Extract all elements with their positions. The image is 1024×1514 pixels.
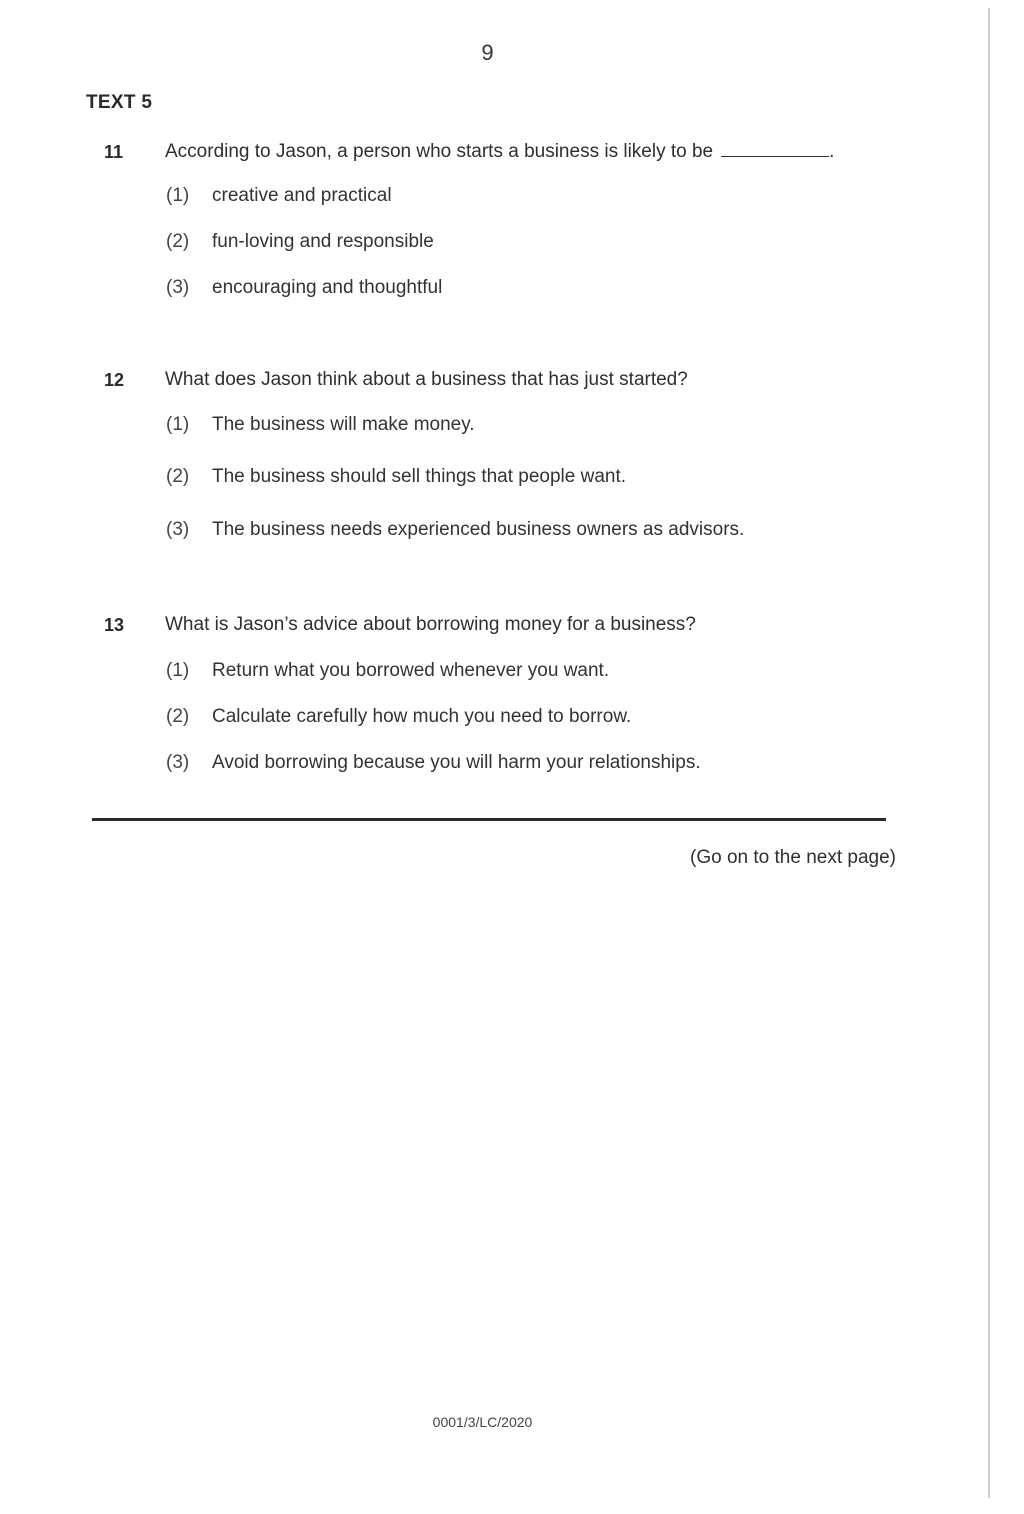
option-label: (3) [166, 752, 190, 773]
question-trailing-period: . [829, 141, 835, 162]
option-12-3 [166, 519, 744, 541]
option-12-1 [166, 414, 475, 436]
option-13-3 [166, 752, 701, 774]
option-text: fun-loving and responsible [212, 231, 434, 252]
option-label: (3) [166, 277, 190, 298]
section-divider [92, 818, 886, 821]
option-text: Avoid borrowing because you will harm your relationships. [212, 752, 701, 773]
question-number: 11 [104, 142, 124, 162]
go-on-next-page-note: (Go on to the next page) [690, 847, 896, 868]
option-text: encouraging and thoughtful [212, 277, 443, 298]
question-number: 12 [104, 370, 125, 390]
footer-code: 0001/3/LC/2020 [432, 1414, 533, 1430]
option-label: (2) [166, 706, 190, 727]
option-text: The business should sell things that people want. [212, 466, 627, 487]
question-text: What is Jason’s advice about borrowing money for a business? [165, 614, 696, 635]
question-text: What does Jason think about a business that has just started? [165, 369, 688, 390]
option-label: (3) [166, 519, 190, 540]
option-text: The business needs experienced business owners as advisors. [212, 519, 745, 540]
page-number: 9 [481, 40, 494, 65]
option-text: creative and practical [212, 185, 392, 206]
option-text: Return what you borrowed whenever you want. [212, 660, 610, 681]
option-label: (2) [166, 466, 190, 487]
page-edge-shadow [988, 8, 990, 1498]
option-11-1 [166, 185, 392, 207]
section-title: TEXT 5 [86, 92, 153, 113]
question-text: According to Jason, a person who starts a business is likely to be . [165, 141, 835, 162]
option-13-2 [166, 706, 631, 728]
option-13-1 [166, 660, 609, 682]
option-text: Calculate carefully how much you need to borrow. [212, 706, 632, 727]
question-number: 13 [104, 615, 125, 635]
option-label: (2) [166, 231, 190, 252]
option-label: (1) [166, 660, 190, 681]
option-11-2 [166, 231, 434, 253]
option-label: (1) [166, 185, 190, 206]
option-12-2 [166, 466, 626, 488]
answer-blank [721, 142, 829, 157]
option-text: The business will make money. [212, 414, 475, 435]
option-label: (1) [166, 414, 190, 435]
option-11-3 [166, 277, 442, 299]
